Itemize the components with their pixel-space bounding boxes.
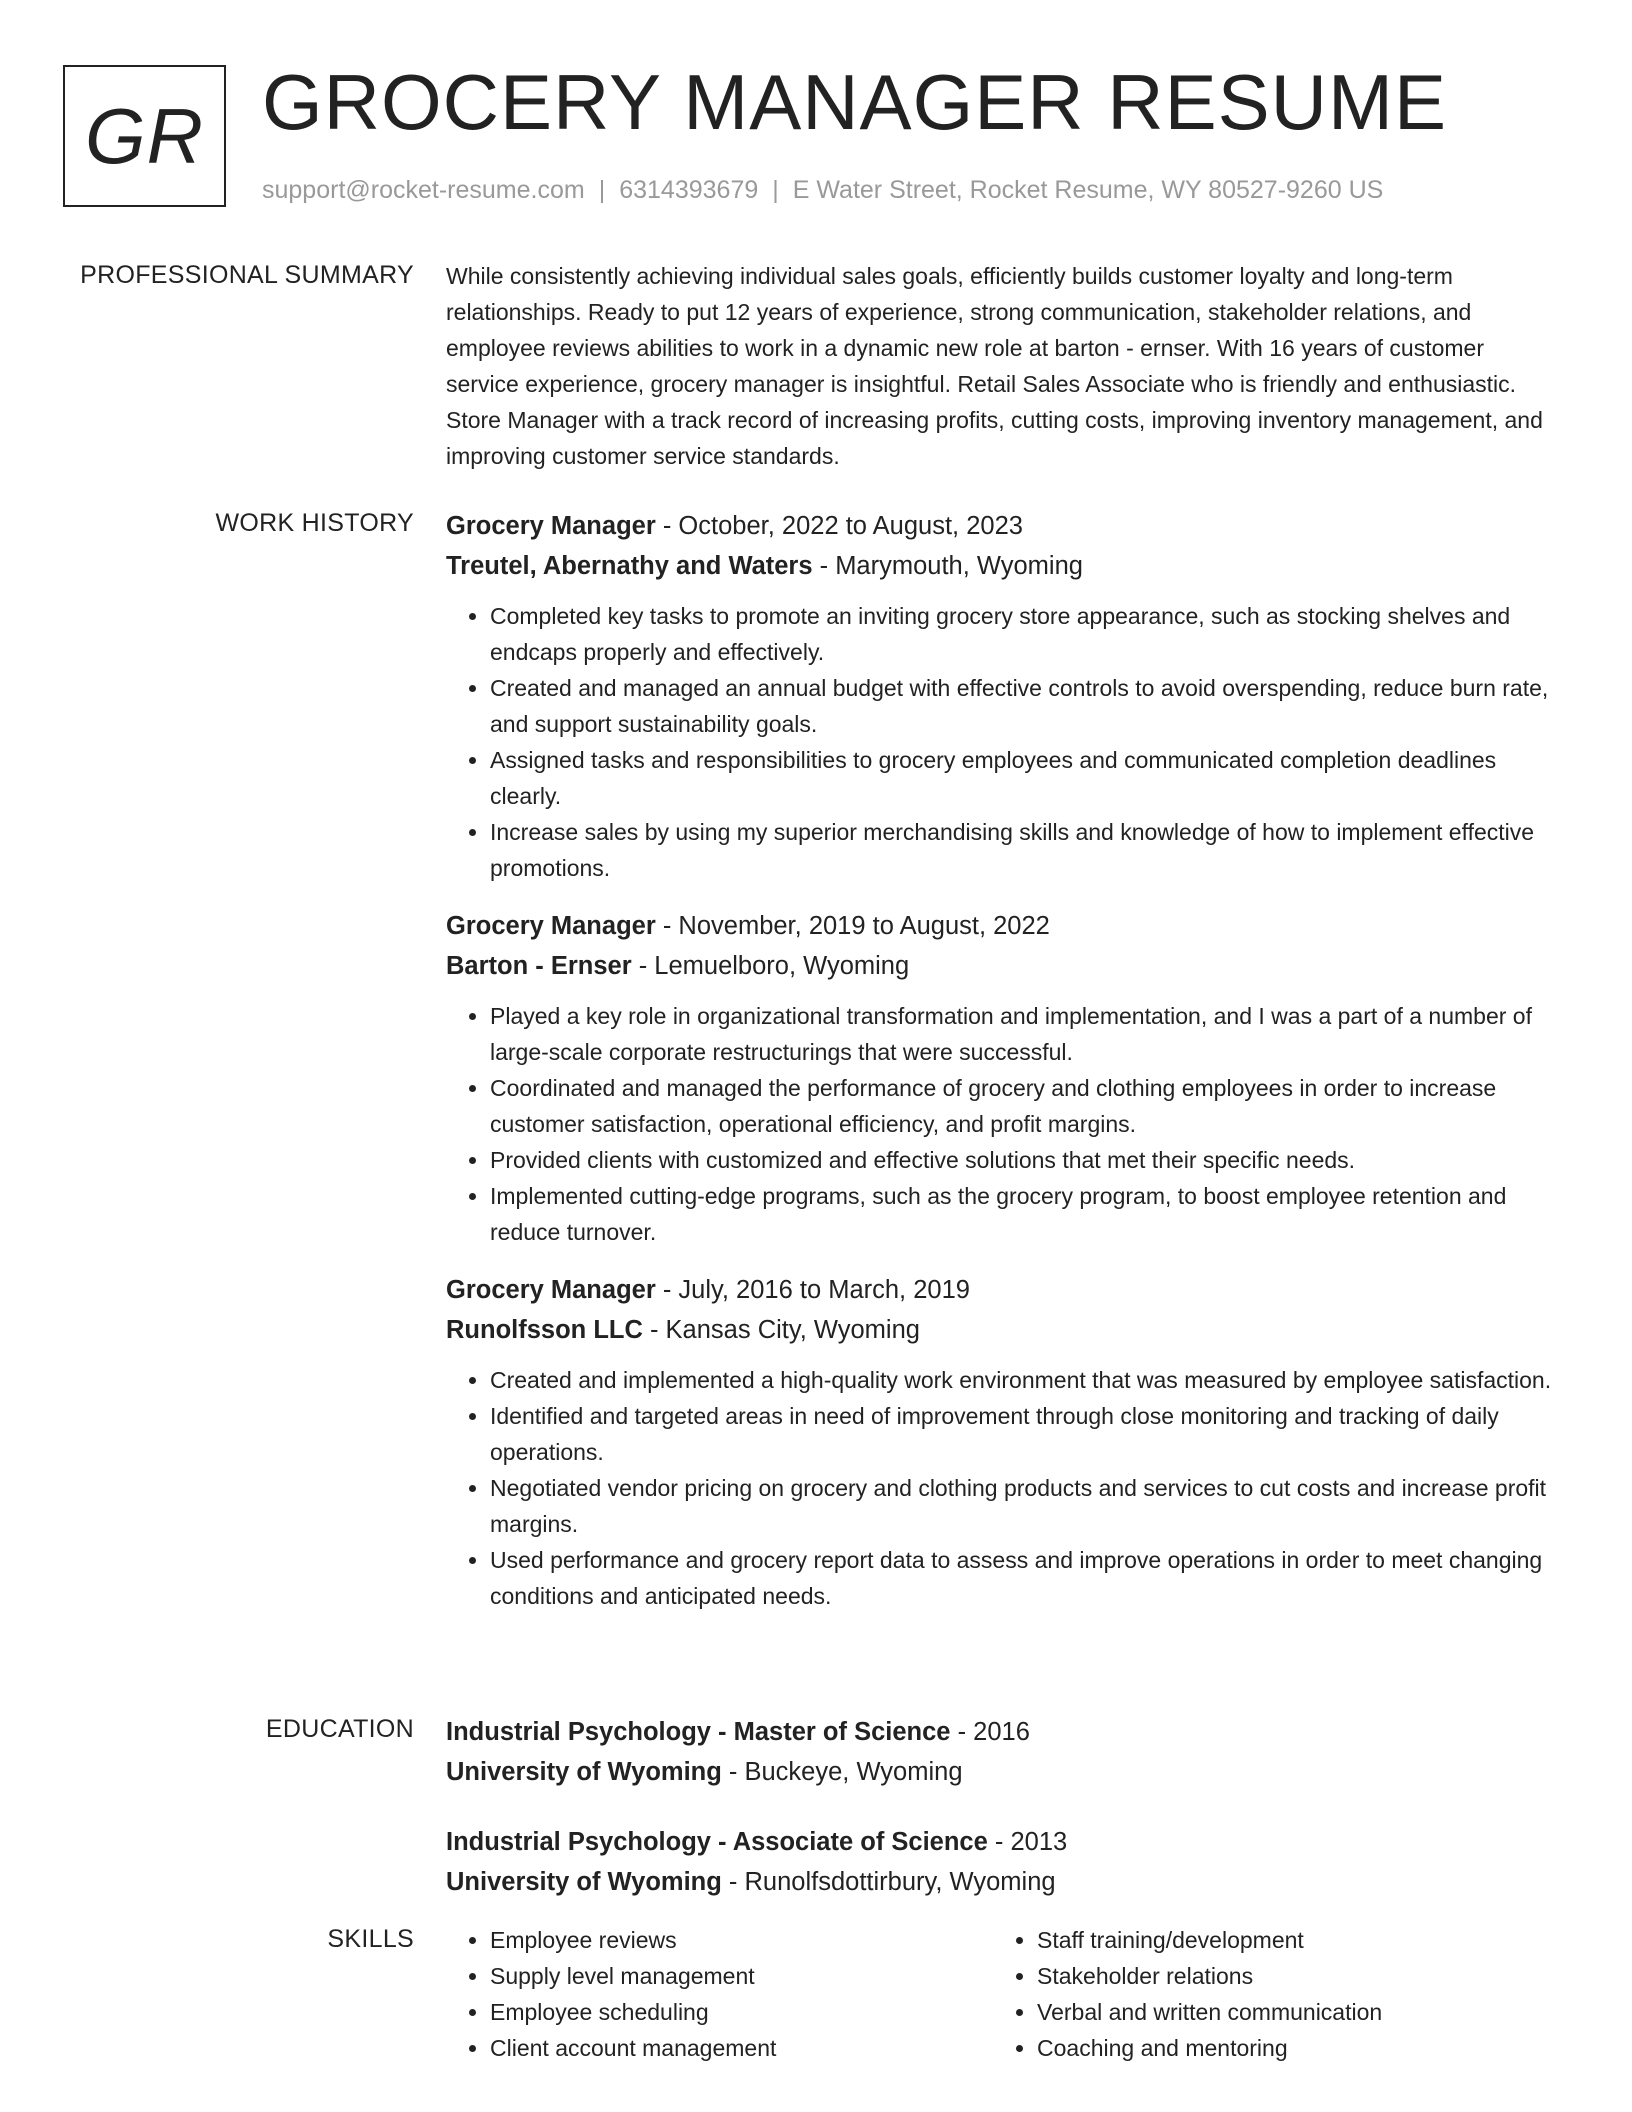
job-company: Treutel, Abernathy and Waters <box>446 552 813 580</box>
job-company-line <box>446 546 1560 586</box>
job-bullet: • Increase sales by using my superior merchandising skills and knowledge of how to implement effective promotions. <box>490 814 1560 886</box>
skill-item: • Stakeholder relations <box>1037 1958 1540 1994</box>
monogram-logo: GR <box>63 65 226 207</box>
education-school: University of Wyoming <box>446 1868 722 1896</box>
section-label-education: EDUCATION <box>265 1715 414 1743</box>
skill-item: • Client account management <box>490 2030 993 2066</box>
job-company: Barton - Ernser <box>446 952 632 980</box>
education-entry <box>446 1712 1560 1792</box>
job-entry <box>446 906 1560 1250</box>
job-bullet: • Provided clients with customized and effective solutions that met their specific needs. <box>490 1142 1560 1178</box>
job-entry <box>446 1270 1560 1614</box>
contact-address: E Water Street, Rocket Resume, WY 80527-9260 US <box>792 176 1384 204</box>
job-bullet-list <box>446 598 1560 886</box>
job-bullet: • Played a key role in organizational transformation and implementation, and I was a part of a number of large-scale corporate restructurings that were successful. <box>490 998 1560 1070</box>
job-location: - Lemuelboro, Wyoming <box>631 952 910 980</box>
job-bullet: • Created and managed an annual budget with effective controls to avoid overspending, reduce burn rate, and support sustainability goals. <box>490 670 1560 742</box>
skills-list-left <box>446 1922 993 2066</box>
section-label-skills: SKILLS <box>327 1925 414 1953</box>
education-degree: Industrial Psychology - Master of Science <box>446 1718 951 1746</box>
job-title-line <box>446 506 1560 546</box>
job-dates: - July, 2016 to March, 2019 <box>655 1276 970 1304</box>
job-company: Runolfsson LLC <box>446 1316 643 1344</box>
education-year: - 2016 <box>950 1718 1030 1746</box>
job-location: - Marymouth, Wyoming <box>812 552 1083 580</box>
education-year: - 2013 <box>987 1828 1068 1856</box>
job-bullet: • Implemented cutting-edge programs, such as the grocery program, to boost employee retention and reduce turnover. <box>490 1178 1560 1250</box>
contact-line <box>262 173 1383 207</box>
education-degree: Industrial Psychology - Associate of Science <box>446 1828 988 1856</box>
job-bullet: • Identified and targeted areas in need of improvement through close monitoring and tracking of daily operations. <box>490 1398 1560 1470</box>
skills-body <box>446 1922 1560 2066</box>
skill-item: • Coaching and mentoring <box>1037 2030 1540 2066</box>
section-label-summary: PROFESSIONAL SUMMARY <box>80 261 414 289</box>
resume-title: GROCERY MANAGER RESUME <box>262 58 1447 146</box>
skills-columns <box>446 1922 1560 2066</box>
summary-text: While consistently achieving individual sales goals, efficiently builds customer loyalty and long-term relationships. Ready to put 12 years of experience, strong communication, stakeholder relations, and employee reviews abilities to work in a dynamic new role at barton - ernser. With 16 years of customer service experience, grocery manager is insightful. Retail Sales Associate who is friendly and enthusiastic. Store Manager with a track record of increasing profits, cutting costs, improving inventory management, and improving customer service standards. <box>446 263 1543 469</box>
skill-item: • Staff training/development <box>1037 1922 1540 1958</box>
contact-separator: | <box>598 176 606 204</box>
education-school-line <box>446 1862 1560 1902</box>
skill-item: • Supply level management <box>490 1958 993 1994</box>
job-dates: - November, 2019 to August, 2022 <box>655 912 1050 940</box>
job-title-line <box>446 1270 1560 1310</box>
job-bullet: • Created and implemented a high-quality work environment that was measured by employee satisfaction. <box>490 1362 1560 1398</box>
education-degree-line <box>446 1822 1560 1862</box>
job-bullet-list <box>446 1362 1560 1614</box>
job-entry <box>446 506 1560 886</box>
skills-list-right <box>993 1922 1540 2066</box>
job-bullet: • Completed key tasks to promote an inviting grocery store appearance, such as stocking shelves and endcaps properly and effectively. <box>490 598 1560 670</box>
job-company-line <box>446 1310 1560 1350</box>
skill-item: • Verbal and written communication <box>1037 1994 1540 2030</box>
section-label-work-history: WORK HISTORY <box>215 509 414 537</box>
job-title: Grocery Manager <box>446 1276 656 1304</box>
job-company-line <box>446 946 1560 986</box>
education-body <box>446 1712 1560 1932</box>
work-history-body <box>446 506 1560 1634</box>
job-title: Grocery Manager <box>446 512 656 540</box>
contact-separator: | <box>772 176 779 204</box>
skill-item: • Employee scheduling <box>490 1994 993 2030</box>
education-location: - Runolfsdottirbury, Wyoming <box>721 1868 1056 1896</box>
education-school-line <box>446 1752 1560 1792</box>
education-school: University of Wyoming <box>446 1758 722 1786</box>
job-bullet-list <box>446 998 1560 1250</box>
job-dates: - October, 2022 to August, 2023 <box>655 512 1023 540</box>
job-bullet: • Assigned tasks and responsibilities to grocery employees and communicated completion deadlines clearly. <box>490 742 1560 814</box>
job-bullet: • Coordinated and managed the performance of grocery and clothing employees in order to increase customer satisfaction, operational efficiency, and profit margins. <box>490 1070 1560 1142</box>
skill-item: • Employee reviews <box>490 1922 993 1958</box>
job-title-line <box>446 906 1560 946</box>
contact-phone[interactable]: 6314393679 <box>619 176 759 204</box>
job-bullet: • Used performance and grocery report data to assess and improve operations in order to meet changing conditions and anticipated needs. <box>490 1542 1560 1614</box>
education-location: - Buckeye, Wyoming <box>721 1758 963 1786</box>
education-degree-line <box>446 1712 1560 1752</box>
education-entry <box>446 1822 1560 1902</box>
job-location: - Kansas City, Wyoming <box>642 1316 920 1344</box>
contact-email[interactable]: support@rocket-resume.com <box>262 176 585 204</box>
job-bullet: • Negotiated vendor pricing on grocery and clothing products and services to cut costs and increase profit margins. <box>490 1470 1560 1542</box>
job-title: Grocery Manager <box>446 912 656 940</box>
